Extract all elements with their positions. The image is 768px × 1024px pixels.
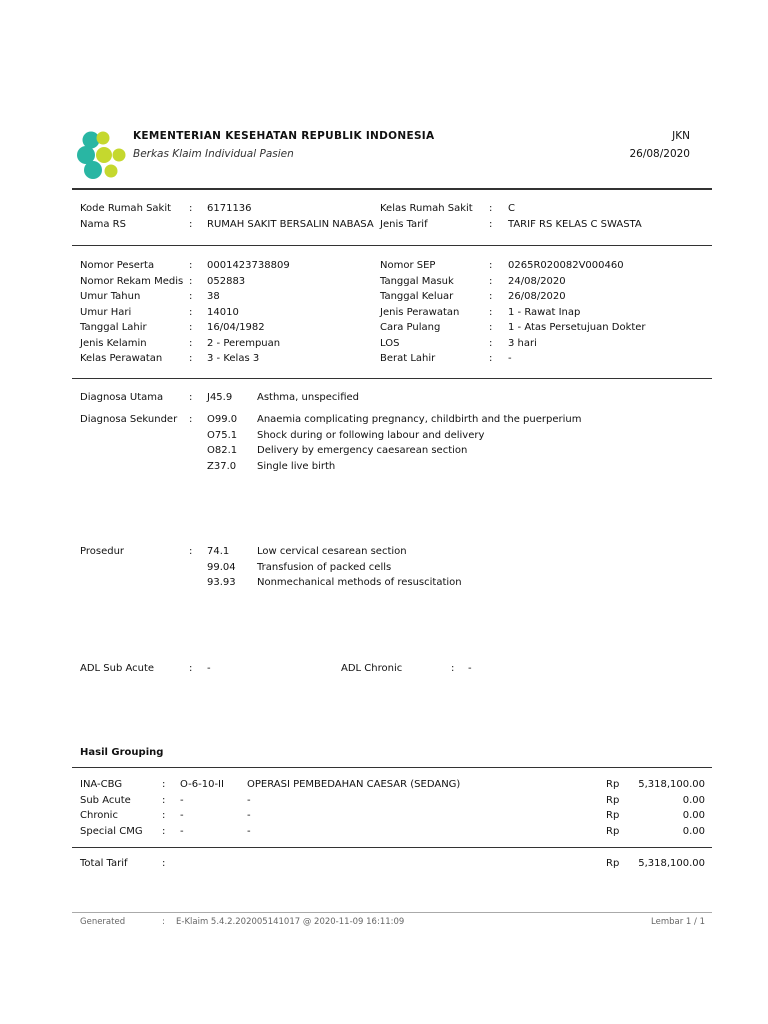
- procedure-code: 99.04: [207, 562, 236, 573]
- grouping-currency: Rp: [606, 810, 620, 821]
- kemenkes-logo-icon: [76, 130, 128, 180]
- grouping-desc: OPERASI PEMBEDAHAN CAESAR (SEDANG): [247, 779, 461, 790]
- grouping-code: -: [180, 810, 184, 821]
- field-separator: :: [162, 826, 166, 837]
- grouping-title: Hasil Grouping: [80, 747, 164, 758]
- grouping-divider-top: [72, 767, 712, 768]
- field-separator: :: [189, 546, 193, 557]
- field-separator: :: [189, 353, 193, 364]
- field-label: Berat Lahir: [380, 353, 436, 364]
- field-separator: :: [189, 260, 193, 271]
- field-separator: :: [189, 392, 193, 403]
- grouping-currency: Rp: [606, 826, 620, 837]
- field-value: 0001423738809: [207, 260, 290, 271]
- field-label: Umur Hari: [80, 307, 132, 318]
- field-label: Nomor Peserta: [80, 260, 155, 271]
- field-separator: :: [489, 276, 493, 287]
- grouping-label: INA-CBG: [80, 779, 123, 790]
- field-label: Cara Pulang: [380, 322, 441, 333]
- field-separator: :: [489, 353, 493, 364]
- generated-value: E-Klaim 5.4.2.202005141017 @ 2020-11-09 16:11:09: [176, 917, 405, 927]
- field-value: C: [508, 203, 515, 214]
- field-value: 6171136: [207, 203, 252, 214]
- field-separator: :: [162, 858, 166, 869]
- field-separator: :: [189, 414, 193, 425]
- field-label: Nomor SEP: [380, 260, 436, 271]
- grouping-code: O-6-10-II: [180, 779, 224, 790]
- grouping-label: Special CMG: [80, 826, 143, 837]
- field-separator: :: [189, 276, 193, 287]
- procedure-desc: Transfusion of packed cells: [257, 562, 392, 573]
- procedure-desc: Low cervical cesarean section: [257, 546, 407, 557]
- diagnosis-code: O82.1: [207, 445, 238, 456]
- field-value: TARIF RS KELAS C SWASTA: [508, 219, 642, 230]
- field-value: RUMAH SAKIT BERSALIN NABASA: [207, 219, 374, 230]
- adl-chronic-value: -: [468, 663, 472, 674]
- grouping-desc: -: [247, 795, 251, 806]
- field-value: 2 - Perempuan: [207, 338, 281, 349]
- field-label: Kelas Perawatan: [80, 353, 163, 364]
- grouping-label: Sub Acute: [80, 795, 131, 806]
- grouping-desc: -: [247, 810, 251, 821]
- grouping-currency: Rp: [606, 795, 620, 806]
- field-value: 3 hari: [508, 338, 537, 349]
- grouping-desc: -: [247, 826, 251, 837]
- header-divider: [72, 188, 712, 190]
- field-separator: :: [162, 795, 166, 806]
- field-separator: :: [189, 291, 193, 302]
- document-date: 26/08/2020: [629, 148, 690, 160]
- field-value: 14010: [207, 307, 239, 318]
- field-separator: :: [489, 291, 493, 302]
- adl-sub-acute-label: ADL Sub Acute: [80, 663, 155, 674]
- diagnosis-code: Z37.0: [207, 461, 237, 472]
- diagnosis-desc: Anaemia complicating pregnancy, childbirth and the puerperium: [257, 414, 582, 425]
- field-separator: :: [189, 203, 193, 214]
- field-value: 16/04/1982: [207, 322, 265, 333]
- total-tarif-label: Total Tarif: [80, 858, 128, 869]
- procedure-code: 93.93: [207, 577, 236, 588]
- field-label: Nama RS: [80, 219, 126, 230]
- field-separator: :: [189, 219, 193, 230]
- field-separator: :: [489, 338, 493, 349]
- grouping-amount: 0.00: [682, 795, 705, 806]
- prosedur-label: Prosedur: [80, 546, 125, 557]
- field-label: LOS: [380, 338, 400, 349]
- field-separator: :: [489, 307, 493, 318]
- adl-sub-acute-value: -: [207, 663, 211, 674]
- field-label: Umur Tahun: [80, 291, 141, 302]
- total-tarif-currency: Rp: [606, 858, 620, 869]
- diagnosa-utama-code: J45.9: [207, 392, 233, 403]
- grouping-currency: Rp: [606, 779, 620, 790]
- field-value: 1 - Rawat Inap: [508, 307, 581, 318]
- ministry-title: KEMENTERIAN KESEHATAN REPUBLIK INDONESIA: [133, 130, 435, 142]
- diagnosa-utama-desc: Asthma, unspecified: [257, 392, 359, 403]
- field-label: Kelas Rumah Sakit: [380, 203, 473, 214]
- footer-divider: [72, 912, 712, 913]
- field-value: 1 - Atas Persetujuan Dokter: [508, 322, 646, 333]
- program-label: JKN: [672, 130, 690, 142]
- field-label: Jenis Kelamin: [80, 338, 147, 349]
- hospital-divider: [72, 245, 712, 246]
- field-separator: :: [189, 322, 193, 333]
- total-tarif-amount: 5,318,100.00: [638, 858, 705, 869]
- field-value: 38: [207, 291, 220, 302]
- diagnosa-sekunder-label: Diagnosa Sekunder: [80, 414, 178, 425]
- document-subtitle: Berkas Klaim Individual Pasien: [133, 148, 294, 160]
- field-separator: :: [189, 307, 193, 318]
- field-separator: :: [162, 779, 166, 790]
- field-value: -: [508, 353, 512, 364]
- field-separator: :: [189, 663, 193, 674]
- field-separator: :: [451, 663, 455, 674]
- field-separator: :: [189, 338, 193, 349]
- field-separator: :: [489, 322, 493, 333]
- field-label: Jenis Tarif: [380, 219, 428, 230]
- field-value: 0265R020082V000460: [508, 260, 624, 271]
- diagnosis-code: O99.0: [207, 414, 238, 425]
- patient-divider: [72, 378, 712, 379]
- generated-label: Generated: [80, 917, 126, 927]
- diagnosis-desc: Shock during or following labour and delivery: [257, 430, 485, 441]
- grouping-divider-bottom: [72, 847, 712, 848]
- diagnosis-desc: Delivery by emergency caesarean section: [257, 445, 468, 456]
- field-label: Tanggal Lahir: [80, 322, 147, 333]
- grouping-code: -: [180, 826, 184, 837]
- field-label: Nomor Rekam Medis: [80, 276, 184, 287]
- field-separator: :: [489, 219, 493, 230]
- diagnosis-code: O75.1: [207, 430, 238, 441]
- field-separator: :: [162, 810, 166, 821]
- grouping-label: Chronic: [80, 810, 118, 821]
- grouping-amount: 5,318,100.00: [638, 779, 705, 790]
- field-value: 26/08/2020: [508, 291, 566, 302]
- field-value: 052883: [207, 276, 246, 287]
- field-label: Jenis Perawatan: [380, 307, 460, 318]
- field-separator: :: [489, 260, 493, 271]
- diagnosis-desc: Single live birth: [257, 461, 336, 472]
- field-value: 3 - Kelas 3: [207, 353, 260, 364]
- adl-chronic-label: ADL Chronic: [341, 663, 403, 674]
- field-separator: :: [489, 203, 493, 214]
- grouping-amount: 0.00: [682, 826, 705, 837]
- field-label: Tanggal Keluar: [380, 291, 454, 302]
- grouping-amount: 0.00: [682, 810, 705, 821]
- field-value: 24/08/2020: [508, 276, 566, 287]
- field-label: Kode Rumah Sakit: [80, 203, 172, 214]
- procedure-desc: Nonmechanical methods of resuscitation: [257, 577, 462, 588]
- field-separator: :: [162, 917, 165, 927]
- procedure-code: 74.1: [207, 546, 230, 557]
- grouping-code: -: [180, 795, 184, 806]
- field-label: Tanggal Masuk: [380, 276, 454, 287]
- page-indicator: Lembar 1 / 1: [651, 917, 705, 927]
- diagnosa-utama-label: Diagnosa Utama: [80, 392, 164, 403]
